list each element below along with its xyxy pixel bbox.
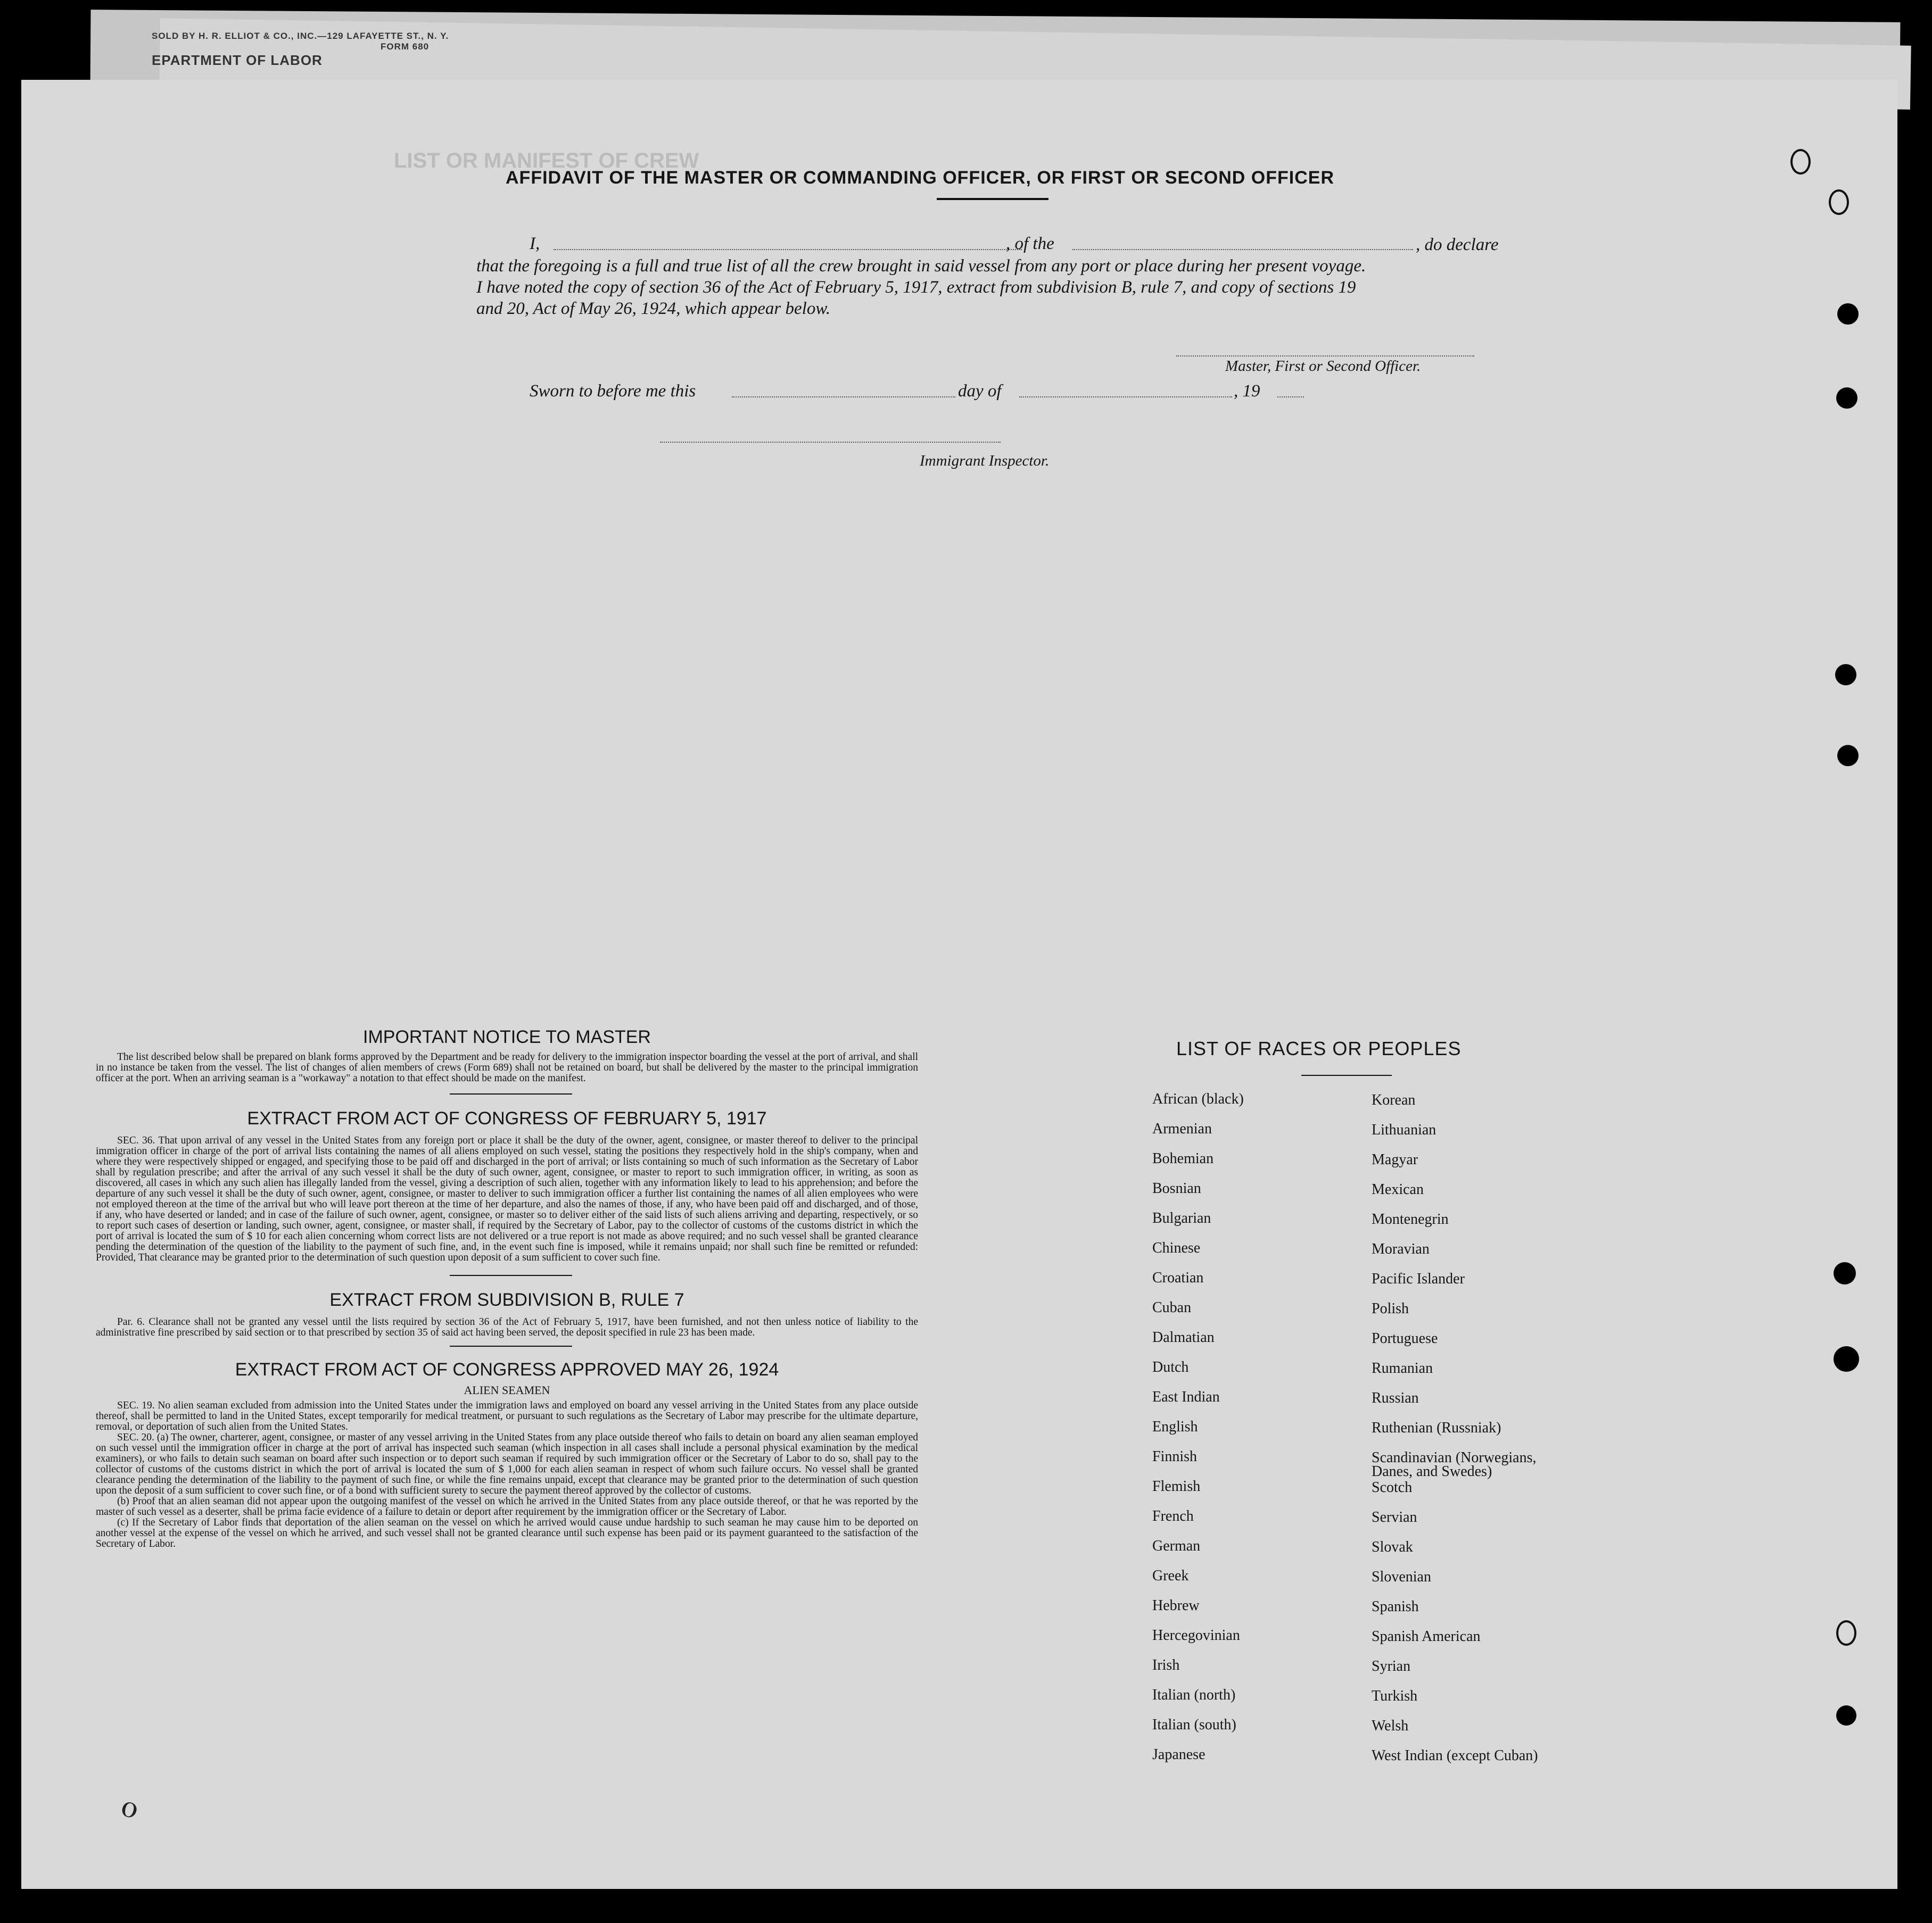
extract-1917-body bbox=[96, 1135, 918, 1263]
race-left-15: German bbox=[1152, 1538, 1201, 1554]
race-left-12: Finnish bbox=[1152, 1448, 1198, 1465]
title-rule bbox=[937, 198, 1048, 200]
race-right-17: Spanish bbox=[1372, 1598, 1419, 1615]
section-rule bbox=[450, 1275, 572, 1276]
race-right-1: Lithuanian bbox=[1372, 1122, 1436, 1138]
sworn-prefix: Sworn to before me this bbox=[530, 382, 696, 401]
binder-hole bbox=[1837, 303, 1859, 325]
race-left-8: Dalmatian bbox=[1152, 1329, 1215, 1346]
legal-column bbox=[96, 1027, 918, 1549]
race-left-10: East Indian bbox=[1152, 1389, 1220, 1405]
affidavit-i-label: I, bbox=[530, 234, 540, 253]
extract-1924-subtitle: ALIEN SEAMEN bbox=[464, 1383, 550, 1397]
race-right-11: Ruthenian (Russniak) bbox=[1372, 1420, 1501, 1436]
race-left-13: Flemish bbox=[1152, 1478, 1201, 1495]
section-rule bbox=[450, 1346, 572, 1347]
race-left-22: Japanese bbox=[1152, 1746, 1206, 1763]
race-right-9: Rumanian bbox=[1372, 1360, 1433, 1377]
sec20b-paragraph: (b) Proof that an alien seaman did not appear upon the outgoing manifest of the vessel on which he arrived in the United States from any place outside thereof, or that he was reported by the master of such vessel as a deserter, shall be prima facie evidence of a failure to detain or deport after requirement by the immigration officer or the Secretary of Labor. bbox=[96, 1496, 918, 1518]
extract-rule7-title: EXTRACT FROM SUBDIVISION B, RULE 7 bbox=[329, 1290, 684, 1310]
affidavit-line2: that the foregoing is a full and true list of all the crew brought in said vessel from any port or place during her present voyage. bbox=[476, 256, 1366, 276]
race-left-4: Bulgarian bbox=[1152, 1210, 1211, 1226]
master-signature-label: Master, First or Second Officer. bbox=[1225, 358, 1421, 375]
document-page bbox=[21, 80, 1897, 1889]
race-left-11: English bbox=[1152, 1419, 1198, 1435]
race-left-18: Hercegovinian bbox=[1152, 1627, 1240, 1644]
race-right-18: Spanish American bbox=[1372, 1628, 1481, 1645]
affidavit-line3: I have noted the copy of section 36 of the Act of February 5, 1917, extract from subdivision B, rule 7, and copy of sections 19 bbox=[476, 278, 1356, 297]
extract-1917-paragraph: SEC. 36. That upon arrival of any vessel in the United States from any foreign port or place it shall be the duty of the owner, agent, consignee, or master thereof to deliver to the principal immigration officer in charge of the port of arrival lists containing the names of all aliens employed on such vessel, stating the positions they respectively hold in the ship's company, when and where they were respectively shipped or engaged, and specifying those to be paid off and discharged in the port of arrival; or lists containing so much of such information as the Secretary of Labor shall by regulation prescribe; and after the arrival of any such vessel it shall be the duty of such owner, agent, consignee, or master to report to such immigration officer, in writing, as soon as discovered, all cases in which any such alien has illegally landed from the vessel, giving a description of such alien, together with any information likely to lead to his apprehension; and before the departure of any such vessel it shall be the duty of such owner, agent, consignee, or master to deliver to such immigration officer a further list containing the names of all alien employees who were not employed thereon at the time of the arrival but who will leave port thereon at the time of her departure, and also the names of those, if any, who have been paid off and discharged, and of those, if any, who have deserted or landed; and in case of the failure of such owner, agent, consignee, or master so to deliver either of the said lists of such aliens arriving and departing, respectively, or so to report such cases of desertion or landing, such owner, agent, consignee, or master shall, if required by the Secretary of Labor, pay to the collector of customs of the customs district in which the port of arrival is located the sum of $ 10 for each alien concerning whom correct lists are not delivered or a true report is not made as above required; and no such vessel shall be granted clearance pending the determination of the question of the liability to the payment of such fine, and, in the event such fine is imposed, while it remains unpaid; nor shall such fine be remitted or refunded: Provided, That clearance may be granted prior to the determination of such question upon deposit of a sum sufficient to cover such fine. bbox=[96, 1135, 918, 1263]
race-right-12: Scandinavian (Norwegians, bbox=[1372, 1449, 1537, 1466]
sworn-month-blank[interactable] bbox=[1019, 396, 1232, 397]
binder-hole bbox=[1829, 189, 1849, 215]
affidavit-declare-label: , do declare bbox=[1416, 235, 1499, 254]
race-left-21: Italian (south) bbox=[1152, 1717, 1236, 1733]
race-right-16: Slovenian bbox=[1372, 1569, 1431, 1585]
race-right-4: Montenegrin bbox=[1372, 1211, 1449, 1228]
race-right-3: Mexican bbox=[1372, 1181, 1424, 1198]
race-right-22: West Indian (except Cuban) bbox=[1372, 1747, 1538, 1764]
inspector-label: Immigrant Inspector. bbox=[920, 452, 1050, 469]
extract-rule7-body bbox=[96, 1317, 918, 1338]
extract-1924-title: EXTRACT FROM ACT OF CONGRESS APPROVED MAY 26, 1924 bbox=[235, 1360, 779, 1380]
race-right-15: Slovak bbox=[1372, 1539, 1413, 1555]
race-left-2: Bohemian bbox=[1152, 1150, 1214, 1167]
race-right-14: Servian bbox=[1372, 1509, 1417, 1526]
race-left-20: Italian (north) bbox=[1152, 1687, 1236, 1703]
race-right-5: Moravian bbox=[1372, 1241, 1430, 1257]
race-left-0: African (black) bbox=[1152, 1091, 1244, 1107]
binder-hole bbox=[1837, 745, 1859, 766]
race-right-0: Korean bbox=[1372, 1092, 1416, 1108]
sec20a-paragraph: SEC. 20. (a) The owner, charterer, agent, consignee, or master of any vessel arriving in the United States from any place outside thereof who fails to detain on board any alien seaman employed on such vessel until the immigration officer in charge at the port of arrival has inspected such seaman (which inspection in all cases shall include a personal physical examination by the medical examiners), or who fails to detain such seaman on board after such inspection or to deport such seaman if required by such immigration officer or the Secretary of Labor to do so, shall pay to the collector of customs of the customs district in which the port of arrival is located the sum of $ 1,000 for each alien seaman in respect of whom such failure occurs. No vessel shall be granted clearance pending the determination of the liability to the payment of such fine, or while the fine remains unpaid, except that clearance may be granted prior to the determination of such question upon the deposit of a sum sufficient to cover such fine, or of a bond with sufficient surety to secure the payment thereof approved by the collector of customs. bbox=[96, 1432, 918, 1496]
affidavit-title: AFFIDAVIT OF THE MASTER OR COMMANDING OFFICER, OR FIRST OR SECOND OFFICER bbox=[506, 168, 1334, 188]
race-left-16: Greek bbox=[1152, 1568, 1189, 1584]
sworn-day-blank[interactable] bbox=[732, 396, 955, 397]
sworn-year: , 19 bbox=[1234, 382, 1260, 401]
section-rule bbox=[450, 1093, 572, 1095]
binder-hole bbox=[1834, 1346, 1859, 1372]
affidavit-of-the-label: , of the bbox=[1006, 234, 1054, 253]
race-right-6: Pacific Islander bbox=[1372, 1271, 1465, 1287]
race-left-1: Armenian bbox=[1152, 1121, 1212, 1137]
race-right-13: Scotch bbox=[1372, 1479, 1413, 1496]
name-blank[interactable] bbox=[554, 249, 1022, 250]
sec20c-paragraph: (c) If the Secretary of Labor finds that deportation of the alien seaman on the vessel on which he arrived would cause undue hardship to such seaman he may cause him to be deported on another vessel at the expense of the vessel on which he arrived, and such vessel shall not be granted clearance until such expense has been paid or its payment guaranteed to the satisfaction of the Secretary of Labor. bbox=[96, 1517, 918, 1549]
races-title: LIST OF RACES OR PEOPLES bbox=[1176, 1038, 1462, 1059]
affidavit-line4: and 20, Act of May 26, 1924, which appear below. bbox=[476, 299, 831, 318]
form-number: FORM 680 bbox=[381, 42, 430, 52]
department-name: EPARTMENT OF LABOR bbox=[152, 52, 323, 68]
notice-paragraph: The list described below shall be prepared on blank forms approved by the Department and be ready for delivery to the immigration inspector boarding the vessel at the port of arrival, and shall in no instance be taken from the vessel. The list of changes of alien members of crews (Form 689) shall not be retained on board, but shall be delivered by the master to the principal immigration officer at the port. When an arriving seaman is a "workaway" a notation to that effect should be made on the manifest. bbox=[96, 1051, 918, 1084]
vessel-blank[interactable] bbox=[1072, 249, 1413, 250]
inspector-signature-line[interactable] bbox=[660, 442, 1001, 443]
binder-hole bbox=[1790, 149, 1811, 175]
race-left-19: Irish bbox=[1152, 1657, 1180, 1673]
race-left-6: Croatian bbox=[1152, 1270, 1204, 1286]
race-left-14: French bbox=[1152, 1508, 1194, 1524]
master-signature-line[interactable] bbox=[1176, 355, 1474, 357]
race-left-3: Bosnian bbox=[1152, 1180, 1201, 1197]
race-right-2: Magyar bbox=[1372, 1151, 1418, 1168]
form-header-strip bbox=[152, 31, 449, 69]
sworn-year-blank[interactable] bbox=[1277, 396, 1304, 397]
race-right-10: Russian bbox=[1372, 1390, 1419, 1406]
notice-body bbox=[96, 1052, 918, 1084]
race-continuation: Danes, and Swedes) bbox=[1372, 1463, 1492, 1480]
binder-hole bbox=[1835, 664, 1856, 685]
binder-hole bbox=[1834, 1262, 1856, 1284]
extract-1924-body bbox=[96, 1400, 918, 1549]
sec19-paragraph: SEC. 19. No alien seaman excluded from admission into the United States under the immigration laws and employed on board any vessel arriving in the United States from any place outside thereof, shall be permitted to land in the United States, except temporarily for medical treatment, or pursuant to such regulations as the Secretary of Labor may prescribe for the ultimate departure, removal, or deportation of such alien from the United States. bbox=[96, 1400, 918, 1432]
extract-1917-title: EXTRACT FROM ACT OF CONGRESS OF FEBRUARY 5, 1917 bbox=[247, 1108, 767, 1129]
race-left-7: Cuban bbox=[1152, 1299, 1192, 1316]
binder-hole bbox=[1836, 1705, 1856, 1726]
sold-by-text: SOLD BY H. R. ELLIOT & CO., INC.—129 LAFAYETTE ST., N. Y. bbox=[152, 31, 449, 41]
races-rule bbox=[1301, 1075, 1392, 1076]
sworn-day-of: day of bbox=[958, 382, 1002, 401]
race-left-5: Chinese bbox=[1152, 1240, 1201, 1256]
binder-hole bbox=[1836, 387, 1857, 409]
race-right-8: Portuguese bbox=[1372, 1330, 1438, 1347]
race-left-17: Hebrew bbox=[1152, 1597, 1200, 1614]
extract-rule7-paragraph: Par. 6. Clearance shall not be granted any vessel until the lists required by section 36 of the Act of February 5, 1917, have been furnished, and not then unless notice of liability to the administrative fine prescribed by said section or to that prescribed by section 35 of said act having been served, the deposit specified in rule 23 has been made. bbox=[96, 1316, 918, 1338]
notice-title: IMPORTANT NOTICE TO MASTER bbox=[363, 1027, 651, 1047]
bleed-through-text: LIST OR MANIFEST OF CREW bbox=[394, 149, 699, 172]
race-right-21: Welsh bbox=[1372, 1718, 1409, 1734]
race-left-9: Dutch bbox=[1152, 1359, 1189, 1375]
binder-hole bbox=[1836, 1620, 1856, 1646]
handwritten-mark: ⲟ bbox=[116, 1786, 144, 1827]
race-right-19: Syrian bbox=[1372, 1658, 1411, 1675]
race-right-7: Polish bbox=[1372, 1300, 1409, 1317]
race-right-20: Turkish bbox=[1372, 1688, 1418, 1704]
